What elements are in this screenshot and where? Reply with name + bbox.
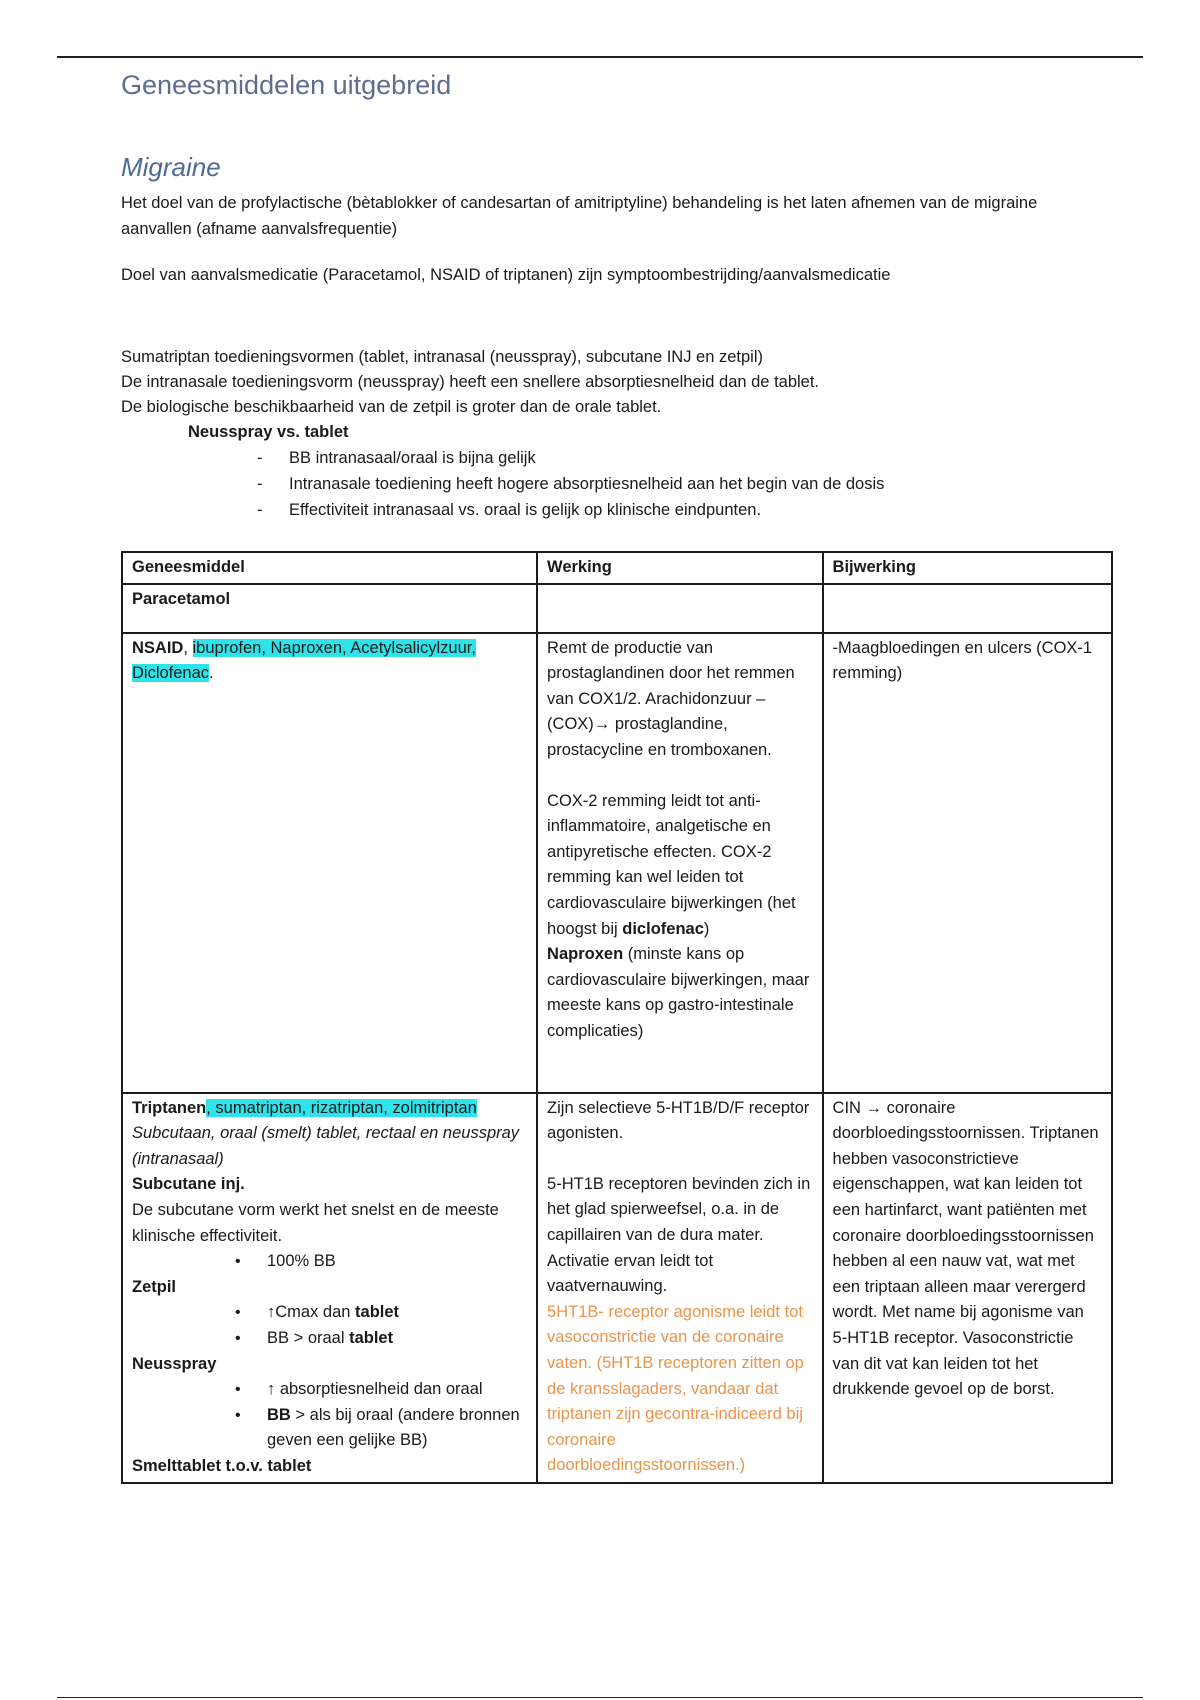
paragraph-profylaxe: Het doel van de profylactische (bètablokker of candesartan of amitriptyline) behandeling is het laten afnemen van de migraine aanvallen (afname aanvalsfrequentie) [121, 194, 1038, 238]
cell-nsaid [122, 633, 537, 1093]
cell-empty [537, 584, 823, 633]
cell-triptanen [122, 1093, 537, 1483]
werking-text [547, 789, 813, 943]
item-part: ↑Cmax dan [267, 1303, 356, 1322]
cell-triptanen-werking [537, 1093, 823, 1483]
drug-table [121, 551, 1113, 1484]
drug-title [132, 1096, 527, 1122]
werking-text-orange: 5HT1B- receptor agonisme leidt tot vasoconstrictie van de coronaire vaten. (5HT1B receptoren zitten op de kransslagaders, vandaar dat triptanen zijn gecontra-indiceerd bij coronaire doorbloedingsstoornissen.) [547, 1302, 804, 1475]
table-row-nsaid [122, 633, 1112, 1093]
drug-name: NSAID [132, 638, 184, 657]
header-bijwerking: Bijwerking [823, 552, 1112, 584]
bullet-list [132, 1377, 527, 1454]
item-bold: BB [267, 1405, 291, 1424]
list-item [132, 1300, 527, 1326]
neusspray-heading: Neusspray [132, 1354, 217, 1373]
top-rule [57, 56, 1143, 58]
dash-list [121, 445, 1101, 523]
spacer [547, 764, 813, 789]
item-part: > als bij oraal (andere bronnen geven een gelijke BB) [267, 1405, 520, 1450]
list-item [132, 1326, 527, 1352]
zetpil-heading: Zetpil [132, 1277, 176, 1296]
table-row-paracetamol [122, 584, 1112, 633]
sumatriptan-line: Sumatriptan toedieningsvormen (tablet, intranasal (neusspray), subcutane INJ en zetpil) [121, 348, 764, 366]
werking-part: ) [703, 919, 710, 938]
bullet-list [132, 1300, 527, 1351]
drug-name: Paracetamol [132, 589, 231, 608]
list-item [132, 1403, 527, 1454]
highlighted-examples: , sumatriptan, rizatriptan, zolmitriptan [206, 1098, 477, 1117]
list-item: • 100% BB [132, 1249, 527, 1275]
subheading-neusspray: Neusspray vs. tablet [188, 423, 349, 441]
werking-bold: Naproxen [547, 945, 624, 964]
sumatriptan-line: De biologische beschikbaarheid van de zetpil is groter dan de orale tablet. [121, 398, 662, 416]
list-item: - Intranasale toediening heeft hogere absorptiesnelheid aan het begin van de dosis [121, 471, 1101, 497]
paragraph-aanvalsmedicatie: Doel van aanvalsmedicatie (Paracetamol, NSAID of triptanen) zijn symptoombestrijding/aanvalsmedicatie [121, 266, 891, 284]
bottom-rule [57, 1697, 1143, 1698]
list-item: - BB intranasaal/oraal is bijna gelijk [121, 445, 1101, 471]
werking-text: Remt de productie van prostaglandinen door het remmen van COX1/2. Arachidonzuur –(COX)→ prostaglandine, prostacycline en tromboxanen. [547, 638, 795, 759]
item-bold: tablet [349, 1328, 394, 1347]
spacer [547, 1147, 813, 1172]
forms-text: Subcutaan, oraal (smelt) tablet, rectaal en neusspray (intranasaal) [132, 1124, 520, 1168]
list-item: - Effectiviteit intranasaal vs. oraal is gelijk op klinische eindpunten. [121, 497, 1101, 523]
table-header-row [122, 552, 1112, 584]
cell-empty [823, 584, 1112, 633]
smelttablet-heading: Smelttablet t.o.v. tablet [132, 1456, 312, 1475]
table-row-triptanen [122, 1093, 1112, 1483]
item-part: BB > oraal [267, 1328, 350, 1347]
cell-paracetamol [122, 584, 537, 633]
werking-bold: diclofenac [622, 919, 704, 938]
item-bold: tablet [355, 1303, 400, 1322]
werking-part: COX-2 remming leidt tot anti-inflammatoire, analgetische en antipyretische effecten. COX-2 remming kan wel leiden tot cardiovasculaire bijwerkingen (het hoogst bij [547, 791, 796, 938]
period: . [209, 664, 214, 683]
cell-nsaid-bijwerking: -Maagbloedingen en ulcers (COX-1 remming) [823, 633, 1112, 1093]
bullet-list [132, 1249, 527, 1275]
werking-text: 5-HT1B receptoren bevinden zich in het glad spierweefsel, o.a. in de capillairen van de dura mater. Activatie ervan leidt tot vaatvernauwing. [547, 1174, 811, 1296]
sumatriptan-line: De intranasale toedieningsvorm (neusspray) heeft een snellere absorptiesnelheid dan de tablet. [121, 373, 820, 391]
header-werking: Werking [537, 552, 823, 584]
list-item: • ↑ absorptiesnelheid dan oraal [132, 1377, 527, 1403]
section-title: Migraine [121, 152, 221, 182]
cell-triptanen-bijwerking: CIN → coronaire doorbloedingsstoornissen. Triptanen hebben vasoconstrictieve eigenschappen, wat kan leiden tot een hartinfarct, want patiënten met coronaire doorbloedingsstoornissen hebben al een nauw vat, wat met een triptaan alleen maar verergerd wordt. Met name bij agonisme van 5-HT1B receptor. Vasoconstrictie van dit vat kan leiden tot het drukkende gevoel op de borst. [823, 1093, 1112, 1483]
werking-text: Zijn selectieve 5-HT1B/D/F receptor agonisten. [547, 1098, 810, 1143]
header-geneesmiddel: Geneesmiddel [122, 552, 537, 584]
page-title: Geneesmiddelen uitgebreid [121, 70, 452, 100]
cell-nsaid-werking [537, 633, 823, 1093]
separator: , [183, 638, 193, 657]
werking-part: (minste kans op cardiovasculaire bijwerkingen, maar meeste kans op gastro-intestinale complicaties) [547, 945, 810, 1040]
highlighted-examples: ibuprofen, Naproxen, Acetylsalicylzuur, Diclofenac [132, 638, 476, 683]
werking-text [547, 942, 813, 1044]
subcutane-heading: Subcutane inj. [132, 1175, 245, 1194]
sumatriptan-block [121, 345, 1101, 523]
drug-name: Triptanen [132, 1098, 207, 1117]
subcutane-text: De subcutane vorm werkt het snelst en de meeste klinische effectiviteit. [132, 1200, 499, 1245]
